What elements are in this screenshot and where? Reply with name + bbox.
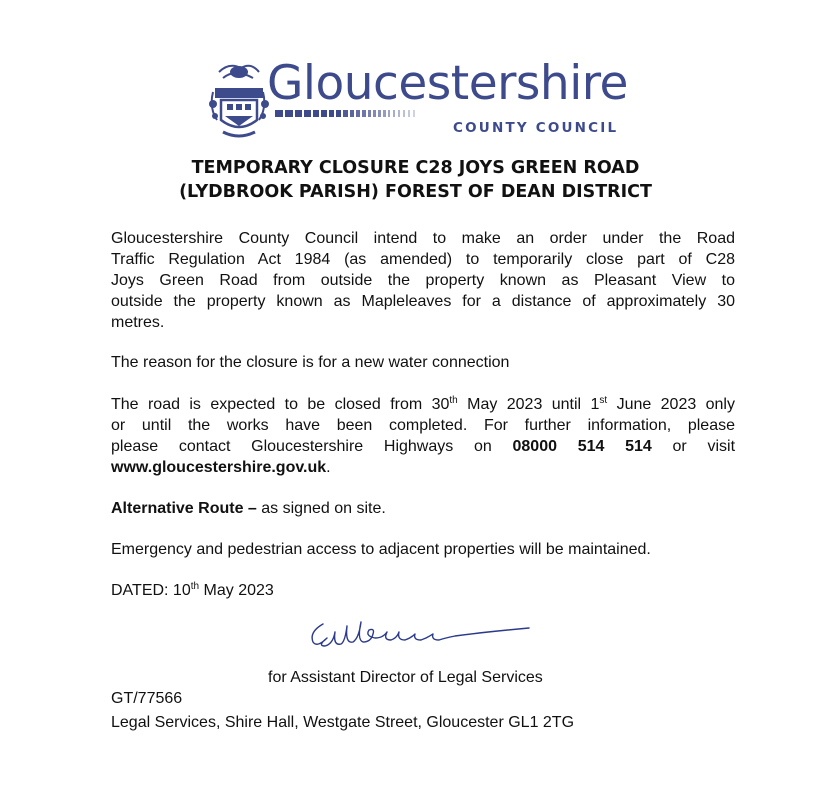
contact-suffix: or visit [672,438,736,455]
closure-line-2: or until the works have been completed. For further information, please [111,417,735,434]
dated-line: DATED: 10th May 2023 [111,581,274,599]
intro-paragraph [111,228,735,333]
notice-title-line-2: (LYDBROOK PARISH) FOREST OF DEAN DISTRICT [179,182,652,202]
alternative-route [111,498,735,519]
closure-paragraph [111,394,735,478]
address: Legal Services, Shire Hall, Westgate Street, Gloucester GL1 2TG [111,714,575,731]
brand-subtitle: COUNTY COUNCIL [453,120,619,136]
contact-prefix: please contact Gloucestershire Highways on [111,438,492,455]
access-paragraph: Emergency and pedestrian access to adjacent properties will be maintained. [111,541,651,558]
intro-line: Traffic Regulation Act 1984 (as amended) to temporarily close part of C28 [111,251,735,268]
alternative-route-text: as signed on site. [261,500,386,517]
contact-line [111,436,735,457]
intro-line: metres. [111,314,165,331]
signature [305,612,545,662]
alternative-route-label: Alternative Route – [111,500,257,517]
phone-number: 08000 514 514 [512,438,652,455]
website-link: www.gloucestershire.gov.uk [111,459,327,476]
brand-name: Gloucestershire [267,56,628,111]
website-line: www.gloucestershire.gov.uk. [111,459,331,476]
intro-line: outside the property known as Mapleleaves for a distance of approximately 30 [111,293,735,310]
notice-title-line-1: TEMPORARY CLOSURE C28 JOYS GREEN ROAD [191,158,640,178]
signatory: for Assistant Director of Legal Services [268,669,543,686]
intro-line: Gloucestershire County Council intend to make an order under the Road [111,230,735,247]
reason-paragraph: The reason for the closure is for a new water connection [111,354,510,371]
closure-dates-line: The road is expected to be closed from 30th May 2023 until 1st June 2023 only [111,395,735,413]
council-logo [205,58,645,140]
reference-number: GT/77566 [111,690,183,707]
intro-line: Joys Green Road from outside the property known as Pleasant View to [111,272,735,289]
